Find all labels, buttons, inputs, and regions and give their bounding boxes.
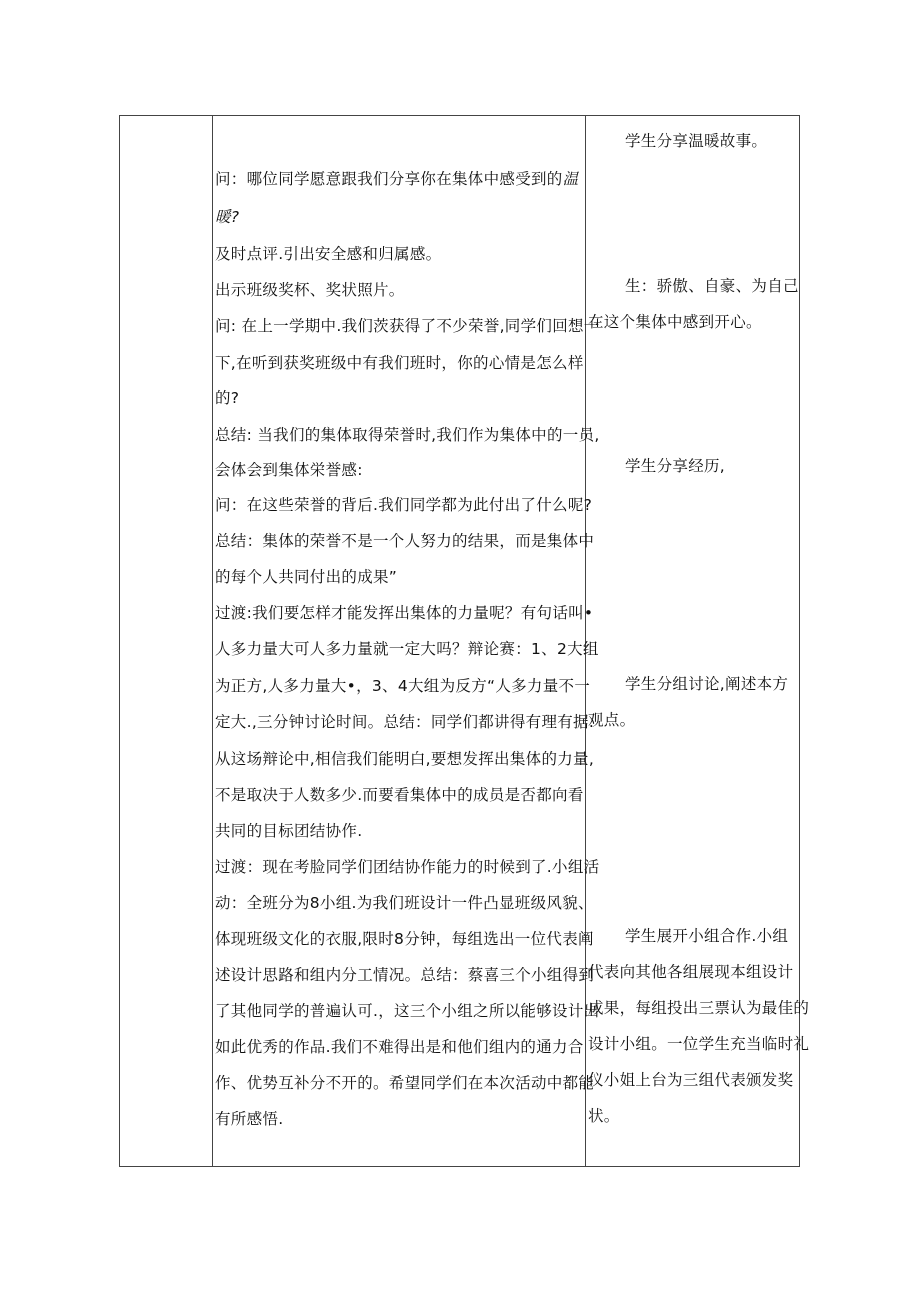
student-group-line-1: 学生展开小组合作.小组 xyxy=(625,927,789,945)
summary-effort-line-2: 的每个人共同付出的成果” xyxy=(215,568,398,586)
column-divider-1 xyxy=(212,116,213,1166)
show-photos-line: 出示班级奖杯、奖状照片。 xyxy=(215,281,405,299)
student-share-experience: 学生分享经历, xyxy=(625,457,726,475)
transition-debate-line-7: 共同的目标团结协作. xyxy=(215,822,363,840)
student-group-line-6: 状。 xyxy=(588,1107,620,1125)
student-group-line-5: 仪小姐上台为三组代表颁发奖 xyxy=(588,1071,794,1089)
student-feelings-line-1: 生：骄傲、自豪、为自己 xyxy=(625,277,799,295)
transition-group-line-6: 如此优秀的作品.我们不难得出是和他们组内的通力合 xyxy=(215,1038,584,1056)
student-debate-line-2: 观点。 xyxy=(588,711,636,729)
lesson-table xyxy=(119,115,810,1167)
question-honor-line-3: 的? xyxy=(215,389,240,407)
student-debate-line-1: 学生分组讨论,阐述本方 xyxy=(625,675,789,693)
student-share-warmth: 学生分享温暖故事。 xyxy=(625,132,768,150)
summary-honor-line-2: 会体会到集体栄誉感: xyxy=(215,461,363,479)
transition-group-line-1: 过渡：现在考脸同学们团结协作能力的时候到了.小组活 xyxy=(215,858,600,876)
student-group-line-2: 代表向其他各组展现本组设计 xyxy=(588,963,794,981)
question-effort-line: 问：在这些荣誉的背后.我们同学都为此付出了什么呢? xyxy=(215,496,593,514)
transition-group-line-4: 述设计思路和组内分工情况。总结：蔡喜三个小组得到 xyxy=(215,966,595,984)
transition-group-line-3: 体现班级文化的衣服,限时8分钟，每组选出一位代表阐 xyxy=(215,930,594,948)
student-group-line-4: 设计小组。一位学生充当临时礼 xyxy=(588,1035,810,1053)
comment-line: 及时点评.引出安全感和归属感。 xyxy=(215,245,442,263)
transition-debate-line-5: 从这场辩论中,相信我们能明白,要想发挥出集体的力量, xyxy=(215,750,595,768)
question-warmth-line: 问：哪位同学愿意跟我们分享你在集体中感受到的温 xyxy=(215,170,579,188)
student-group-line-3: 成果，每组投出三票认为最佳的 xyxy=(588,999,810,1017)
transition-group-line-7: 作、优势互补分不开的。希望同学们在本次活动中都能 xyxy=(215,1074,595,1092)
question-honor-line-2: 下,在听到获奖班级中有我们班时，你的心情是怎么样 xyxy=(215,354,584,372)
student-feelings-line-2: 在这个集体中感到开心。 xyxy=(588,313,762,331)
transition-group-line-2: 动：全班分为8小组.为我们班设计一件凸显班级风貌、 xyxy=(215,894,594,912)
transition-debate-line-2: 人多力量大可人多力量就一定大吗？辩论赛：1、2大组 xyxy=(215,640,599,658)
transition-debate-line-6: 不是取决于人数多少.而要看集体中的成员是否都向看 xyxy=(215,786,584,804)
summary-honor-line-1: 总结: 当我们的集体取得荣誉时,我们作为集体中的一员, xyxy=(215,426,600,444)
transition-group-line-5: 了其他同学的普遍认可.，这三个小组之所以能够设计出 xyxy=(215,1002,600,1020)
question-honor-line-1: 问: 在上一学期中.我们茨获得了不少荣誉,同学们回想一 xyxy=(215,317,600,335)
transition-debate-line-4: 定大.,三分钟讨论时间。总结：同学们都讲得有理有据. xyxy=(215,713,595,731)
transition-group-line-8: 有所感悟. xyxy=(215,1110,284,1128)
summary-effort-line-1: 总结：集体的荣誉不是一个人努力的结果，而是集体中 xyxy=(215,532,595,550)
question-warmth-line-2: 暖? xyxy=(215,208,240,226)
transition-debate-line-1: 过渡:我们要怎样才能发挥出集体的力量呢？有句话叫• xyxy=(215,604,594,622)
transition-debate-line-3: 为正方,人多力量大•，3、4大组为反方“人多力量不一 xyxy=(215,677,591,695)
